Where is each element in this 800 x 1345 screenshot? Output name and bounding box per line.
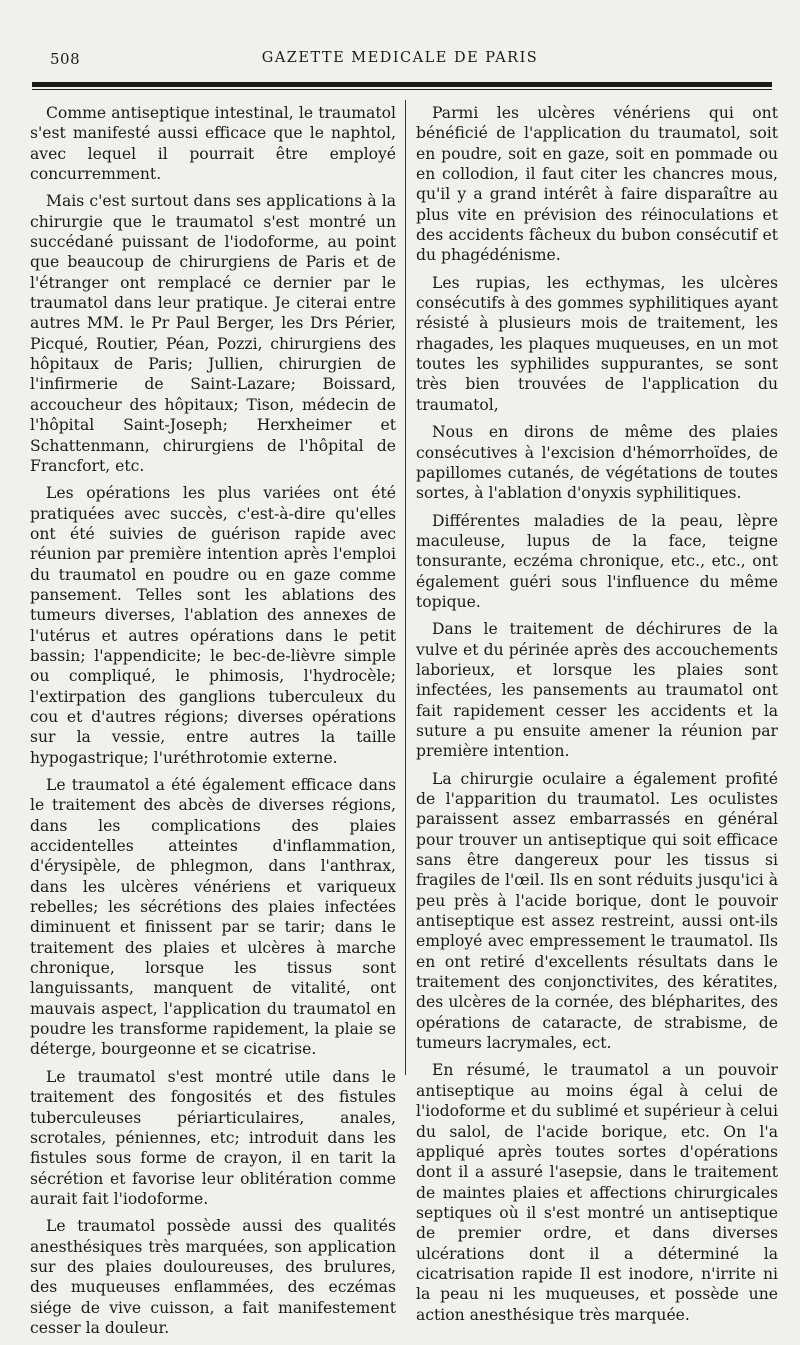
paragraph: Comme antiseptique intestinal, le traumatol s'est manifesté aussi efficace que le naphtol, avec lequel il pourrait être employé concurremment. — [30, 104, 396, 184]
paragraph: Les opérations les plus variées ont été pratiquées avec succès, c'est-à-dire qu'elles ont été suivies de guérison rapide avec réunion par première intention après l'emploi du traumatol en poudre ou en gaze comme pansement. Telles sont les ablations des tumeurs diverses, l'ablation des annexes de l'utérus et autres opérations dans le petit bassin; l'appendicite; le bec-de-lièvre simple ou compliqué, le phimosis, l'hydrocèle; l'extirpation des ganglions tuberculeux du cou et d'autres régions; diverses opérations sur la vessie, entre autres la taille hypogastrique; l'uréthrotomie externe. — [30, 484, 396, 767]
paragraph: Le traumatol s'est montré utile dans le traitement des fongosités et des fistules tuberculeuses périarticulaires, anales, scrotales, péniennes, etc; introduit dans les fistules sous forme de crayon, il en tarit la sécrétion et favorise leur oblitération comme aurait fait l'iodoforme. — [30, 1067, 396, 1208]
paragraph: Le traumatol a été également efficace dans le traitement des abcès de diverses régions, dans les complications des plaies accidentelles atteintes d'inflammation, d'érysipèle, de phlegmon, dans l'anthrax, dans les ulcères vénériens et variqueux rebelles; les sécrétions des plaies infectées diminuent et finissent par se tarir; dans le traitement des plaies et ulcères à marche chronique, lorsque les tissus sont languissants, manquent de vitalité, ont mauvais aspect, l'application du traumatol en poudre les transforme rapidement, la plaie se déterge, bourgeonne et se cicatrise. — [30, 776, 396, 1059]
paragraph: Dans le traitement de déchirures de la vulve et du périnée après des accouchements laborieux, et lorsque les plaies sont infectées, les pansements au traumatol ont fait rapidement cesser les accidents et la suture a pu ensuite amener la réunion par première intention. — [416, 620, 778, 761]
paragraph: Parmi les ulcères vénériens qui ont bénéficié de l'application du traumatol, soit en poudre, soit en gaze, soit en pommade ou en collodion, il faut citer les chancres mous, qu'il y a grand intérêt à faire disparaître au plus vite en prévision des réinoculations et des accidents fâcheux du bubon consécutif et du phagédénisme. — [416, 104, 778, 265]
paragraph: Nous en dirons de même des plaies consécutives à l'excision d'hémorrhoïdes, de papillomes cutanés, de végétations de toutes sortes, à l'ablation d'onyxis syphilitiques. — [416, 423, 778, 503]
paragraph: Le traumatol possède aussi des qualités anesthésiques très marquées, son application sur des plaies douloureuses, des brulures, des muqueuses enflammées, des eczémas siége de vive cuisson, a fait manifestement cesser la douleur. — [30, 1217, 396, 1337]
paragraph: Mais c'est surtout dans ses applications à la chirurgie que le traumatol s'est montré un succédané puissant de l'iodoforme, au point que beaucoup de chirurgiens de Paris et de l'étranger ont remplacé ce dernier par le traumatol dans leur pratique. Je citerai entre autres MM. le Pr Paul Berger, les Drs Périer, Picqué, Routier, Péan, Pozzi, chirurgiens des hôpitaux de Paris; Jullien, chirurgien de l'infirmerie de Saint-Lazare; Boissard, accoucheur des hôpitaux; Tison, médecin de l'hôpital Saint-Joseph; Herxheimer et Schattenmann, chirurgiens de l'hôpital de Francfort, etc. — [30, 192, 396, 475]
paragraph: En résumé, le traumatol a un pouvoir antiseptique au moins égal à celui de l'iodoforme et du sublimé et supérieur à celui du salol, de l'acide borique, etc. On l'a appliqué après toutes sortes d'opérations dont il a assuré l'asepsie, dans le traitement de maintes plaies et affections chirurgicales septiques où il s'est montré un antiseptique de premier ordre, et dans diverses ulcérations dont il a déterminé la cicatrisation rapide Il est inodore, n'irrite ni la peau ni les muqueuses, et possède une action anesthésique très marquée. — [416, 1061, 778, 1324]
paragraph: Les rupias, les ecthymas, les ulcères consécutifs à des gommes syphilitiques ayant résisté à plusieurs mois de traitement, les rhagades, les plaques muqueuses, en un mot toutes les syphilides suppurantes, se sont très bien trouvées de l'application du traumatol, — [416, 273, 778, 414]
running-header — [0, 50, 800, 72]
header-rule-thin — [32, 89, 772, 90]
left-column — [30, 103, 396, 1345]
right-column — [416, 103, 778, 1332]
paragraph: Différentes maladies de la peau, lèpre maculeuse, lupus de la face, teigne tonsurante, eczéma chronique, etc., etc., ont également guéri sous l'influence du même topique. — [416, 511, 778, 611]
page-number: 508 — [50, 50, 81, 68]
column-divider — [405, 100, 406, 1075]
journal-title: GAZETTE MEDICALE DE PARIS — [261, 50, 539, 66]
paragraph: La chirurgie oculaire a également profité de l'apparition du traumatol. Les oculistes paraissent assez embarrassés en général pour trouver un antiseptique qui soit efficace sans être dangereux pour les tissus si fragiles de l'œil. Ils en sont réduits jusqu'ici à peu près à l'acide borique, dont le pouvoir antiseptique est assez restreint, aussi ont-ils employé avec empressement le traumatol. Ils en ont retiré d'excellents résultats dans le traitement des conjonctivites, des kératites, des ulcères de la cornée, des blépharites, des opérations de cataracte, de strabisme, de tumeurs lacrymales, ect. — [416, 769, 778, 1053]
header-rule-thick — [32, 82, 772, 87]
